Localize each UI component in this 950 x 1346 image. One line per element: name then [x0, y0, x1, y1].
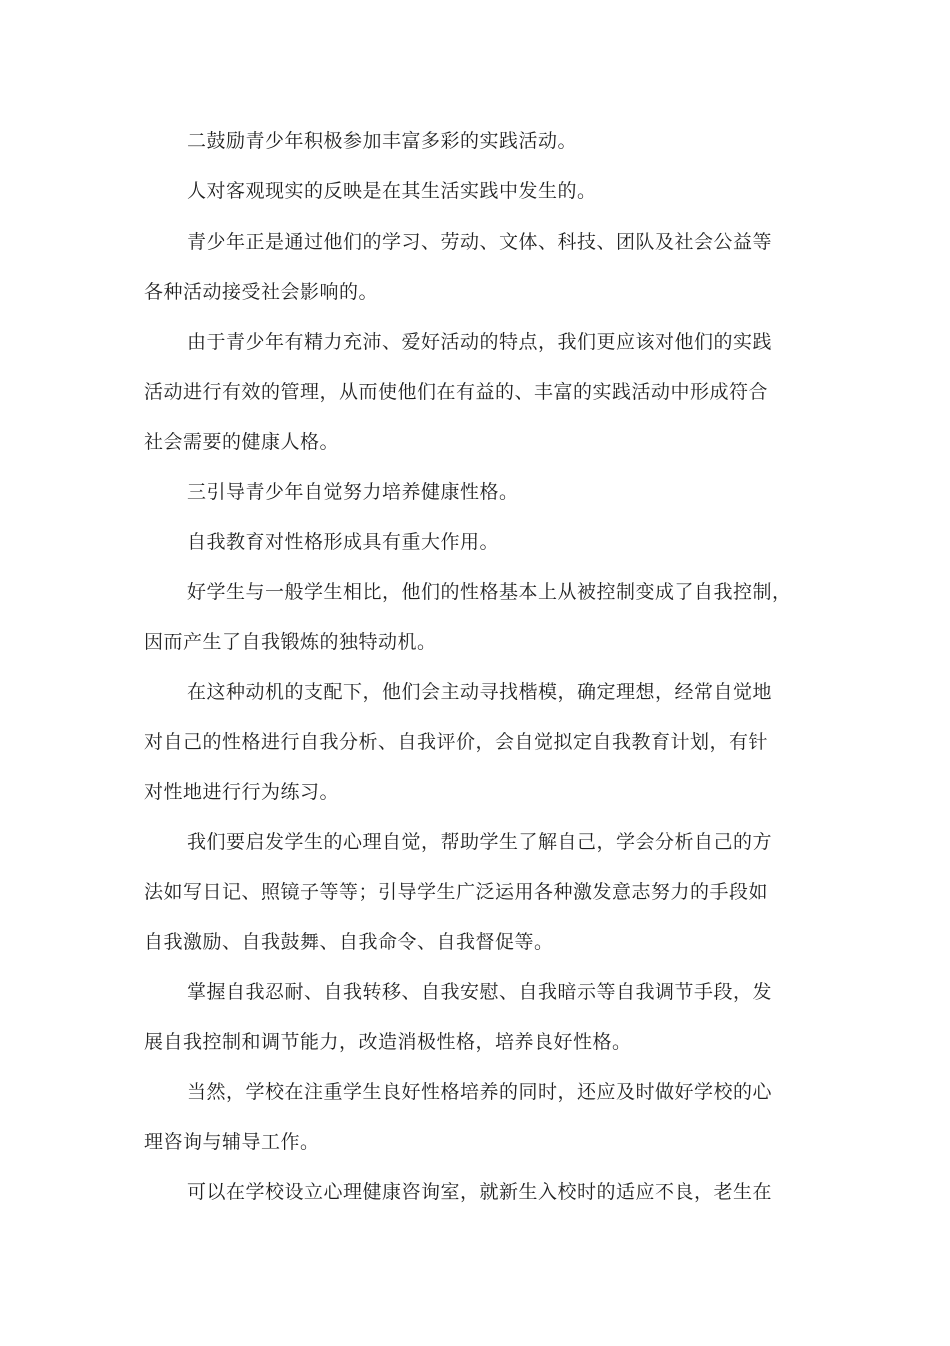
text-line: 我们要启发学生的心理自觉，帮助学生了解自己，学会分析自己的方 [187, 831, 773, 853]
text-line: 当然，学校在注重学生良好性格培养的同时，还应及时做好学校的心 [187, 1081, 773, 1103]
text-line: 三引导青少年自觉努力培养健康性格。 [187, 481, 519, 503]
text-line: 由于青少年有精力充沛、爱好活动的特点，我们更应该对他们的实践 [187, 331, 773, 353]
text-line: 自我教育对性格形成具有重大作用。 [187, 531, 500, 553]
text-line: 法如写日记、照镜子等等；引导学生广泛运用各种激发意志努力的手段如 [144, 881, 769, 903]
text-line: 好学生与一般学生相比，他们的性格基本上从被控制变成了自我控制， [187, 581, 792, 603]
text-line: 二鼓励青少年积极参加丰富多彩的实践活动。 [187, 130, 578, 152]
text-line: 自我激励、自我鼓舞、自我命令、自我督促等。 [144, 931, 554, 953]
text-line: 对自己的性格进行自我分析、自我评价，会自觉拟定自我教育计划，有针 [144, 731, 769, 753]
text-line: 可以在学校设立心理健康咨询室，就新生入校时的适应不良，老生在 [187, 1181, 773, 1203]
text-line: 对性地进行行为练习。 [144, 781, 340, 803]
text-line: 社会需要的健康人格。 [144, 431, 340, 453]
text-line: 展自我控制和调节能力，改造消极性格，培养良好性格。 [144, 1031, 632, 1053]
text-line: 掌握自我忍耐、自我转移、自我安慰、自我暗示等自我调节手段，发 [187, 981, 773, 1003]
text-line: 在这种动机的支配下，他们会主动寻找楷模，确定理想，经常自觉地 [187, 681, 773, 703]
text-line: 活动进行有效的管理，从而使他们在有益的、丰富的实践活动中形成符合 [144, 381, 769, 403]
text-line: 人对客观现实的反映是在其生活实践中发生的。 [187, 180, 597, 202]
text-line: 各种活动接受社会影响的。 [144, 281, 379, 303]
text-line: 理咨询与辅导工作。 [144, 1131, 320, 1153]
text-line: 因而产生了自我锻炼的独特动机。 [144, 631, 437, 653]
text-line: 青少年正是通过他们的学习、劳动、文体、科技、团队及社会公益等 [187, 231, 773, 253]
